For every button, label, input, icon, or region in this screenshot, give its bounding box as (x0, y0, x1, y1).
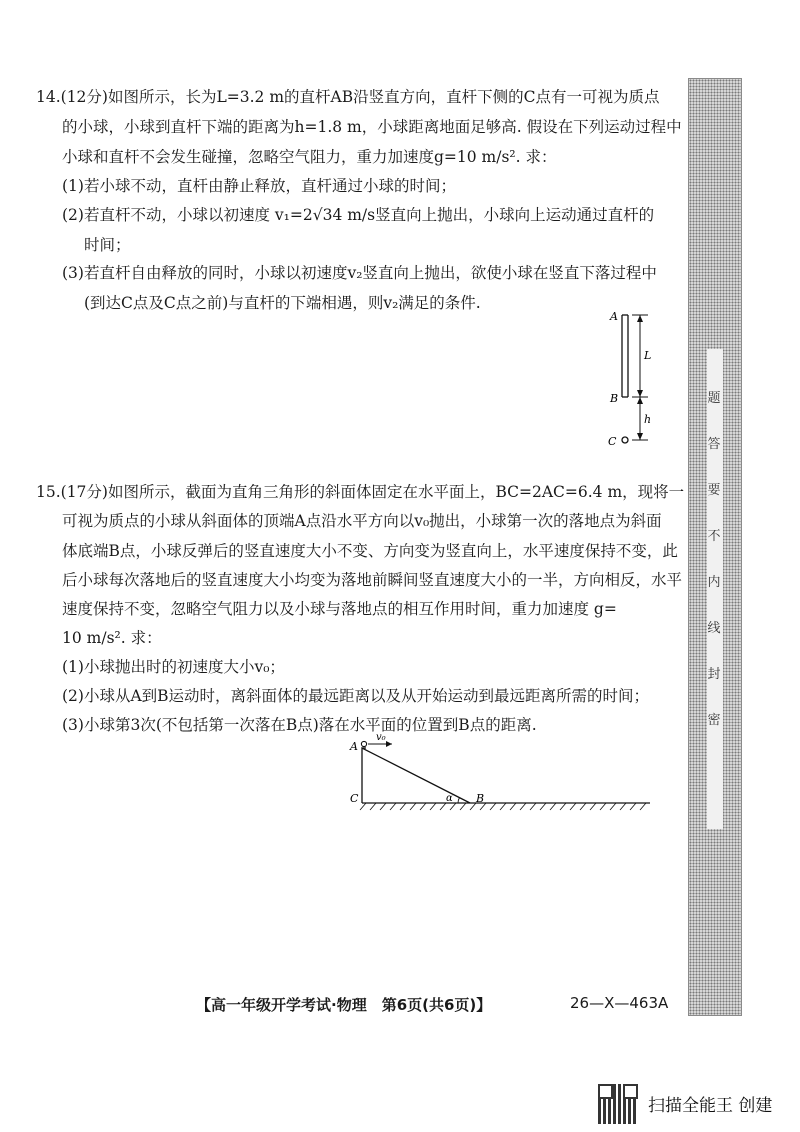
seal-char-7: 封 (707, 667, 721, 682)
seal-char-8: 密 (707, 713, 721, 728)
q15-label-c: C (350, 792, 359, 805)
scanner-watermark: 扫描全能王 创建 (648, 1096, 773, 1116)
q15-label-v0: v₀ (376, 732, 386, 743)
q15-line-1: 15.(17分)如图所示，截面为直角三角形的斜面体固定在水平面上，BC=2AC=6.4 m，现将一 (36, 483, 685, 501)
q14-line-2: 的小球，小球到直杆下端的距离为h=1.8 m，小球距离地面足够高. 假设在下列运动过程中 (62, 118, 682, 136)
q15-line-6: 10 m/s². 求： (62, 629, 162, 647)
q15-part-3: (3)小球第3次(不包括第一次落在B点)落在水平面的位置到B点的距离. (62, 716, 537, 734)
q14-label-l: L (644, 349, 652, 362)
q14-line-3: 小球和直杆不会发生碰撞，忽略空气阻力，重力加速度g=10 m/s². 求： (62, 148, 557, 166)
q14-label-b: B (610, 392, 619, 405)
seal-char-1: 题 (707, 391, 721, 406)
q15-label-a: A (350, 740, 358, 753)
qr-code-icon (598, 1084, 638, 1124)
page-footer-title: 【高一年级开学考试·物理 第6页(共6页)】 (196, 996, 492, 1014)
q14-line-1: 14.(12分)如图所示，长为L=3.2 m的直杆AB沿竖直方向，直杆下侧的C点有一可视为质点 (36, 88, 660, 106)
seal-char-2: 答 (707, 437, 721, 452)
q15-figure (340, 730, 660, 820)
seal-char-3: 要 (707, 483, 721, 498)
q15-label-b: B (476, 792, 485, 805)
q14-part-2-cont: 时间； (84, 236, 131, 254)
q15-label-alpha: α (446, 793, 453, 804)
q15-part-1: (1)小球抛出时的初速度大小v₀； (62, 658, 285, 676)
page-footer-code: 26—X—463A (570, 994, 669, 1012)
q14-label-c: C (608, 435, 617, 448)
seal-char-6: 线 (707, 621, 721, 636)
seal-char-4: 不 (707, 529, 721, 544)
q14-part-3: (3)若直杆自由释放的同时，小球以初速度v₂竖直向上抛出，欲使小球在竖直下落过程中 (62, 264, 657, 282)
q15-line-3: 体底端B点，小球反弹后的竖直速度大小不变、方向变为竖直向上，水平速度保持不变，此 (62, 542, 678, 560)
q14-figure (600, 305, 670, 450)
q14-label-a: A (610, 310, 618, 323)
seal-strip (688, 78, 742, 1016)
q14-part-3-cont: (到达C点及C点之前)与直杆的下端相遇，则v₂满足的条件. (84, 294, 481, 312)
q15-line-4: 后小球每次落地后的竖直速度大小均变为落地前瞬间竖直速度大小的一半，方向相反，水平 (62, 571, 683, 589)
q15-line-5: 速度保持不变，忽略空气阻力以及小球与落地点的相互作用时间，重力加速度 g= (62, 600, 617, 618)
q15-part-2: (2)小球从A到B运动时，离斜面体的最远距离以及从开始运动到最远距离所需的时间； (62, 687, 650, 705)
q15-line-2: 可视为质点的小球从斜面体的顶端A点沿水平方向以v₀抛出，小球第一次的落地点为斜面 (62, 512, 662, 530)
q14-part-1: (1)若小球不动，直杆由静止释放，直杆通过小球的时间； (62, 177, 456, 195)
seal-char-5: 内 (707, 575, 721, 590)
q14-part-2: (2)若直杆不动，小球以初速度 v₁=2√34 m/s竖直向上抛出，小球向上运动通过直杆的 (62, 206, 655, 224)
q14-label-h: h (644, 413, 652, 426)
